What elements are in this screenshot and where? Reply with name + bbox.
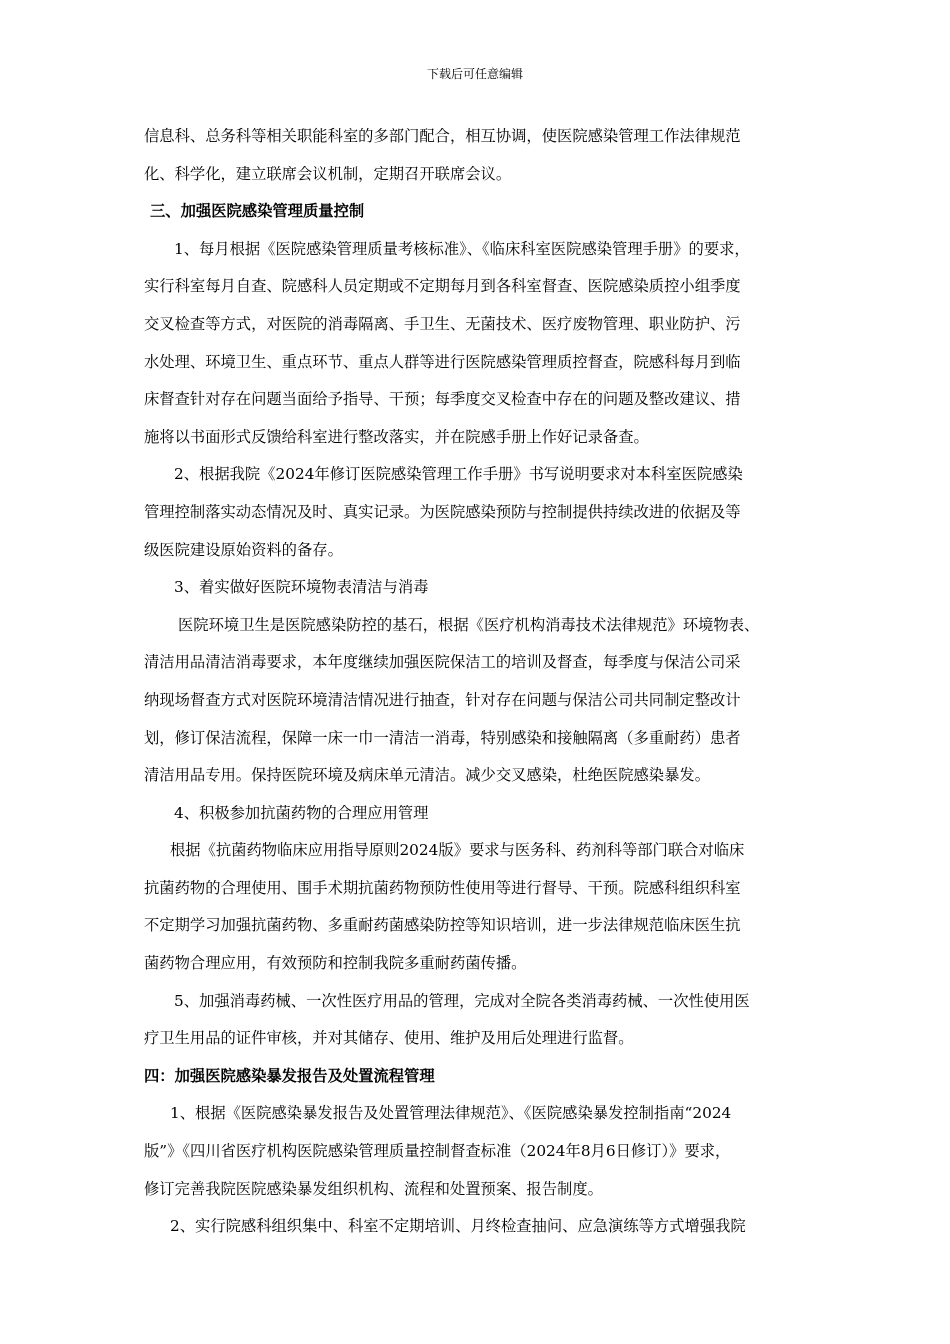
paragraph-line: 5、加强消毒药械、一次性医疗用品的管理，完成对全院各类消毒药械、一次性使用医 bbox=[174, 991, 750, 1010]
page-header: 下载后可任意编辑 bbox=[426, 67, 523, 81]
paragraph-line: 信息科、总务科等相关职能科室的多部门配合，相互协调，使医院感染管理工作法律规范 bbox=[144, 127, 741, 145]
paragraph-line: 清洁用品清洁消毒要求，本年度继续加强医院保洁工的培训及督查，每季度与保洁公司采 bbox=[144, 653, 741, 672]
paragraph-line: 管理控制落实动态情况及时、真实记录。为医院感染预防与控制提供持续改进的依据及等 bbox=[144, 502, 741, 521]
paragraph-line: 不定期学习加强抗菌药物、多重耐药菌感染防控等知识培训，进一步法律规范临床医生抗 bbox=[144, 916, 741, 935]
section-heading: 四：加强医院感染暴发报告及处置流程管理 bbox=[144, 1066, 435, 1085]
paragraph-line: 水处理、环境卫生、重点环节、重点人群等进行医院感染管理质控督查，院感科每月到临 bbox=[144, 352, 741, 371]
paragraph-line: 交叉检查等方式，对医院的消毒隔离、手卫生、无菌技术、医疗废物管理、职业防护、污 bbox=[144, 314, 741, 333]
paragraph-line: 施将以书面形式反馈给科室进行整改落实，并在院感手册上作好记录备查。 bbox=[144, 427, 649, 446]
paragraph-line: 3、着实做好医院环境物表清洁与消毒 bbox=[174, 578, 429, 597]
paragraph-line: 疗卫生用品的证件审核，并对其储存、使用、维护及用后处理进行监督。 bbox=[144, 1029, 634, 1048]
paragraph-line: 修订完善我院医院感染暴发组织机构、流程和处置预案、报告制度。 bbox=[144, 1179, 603, 1198]
paragraph-line: 2、根据我院《2024年修订医院感染管理工作手册》书写说明要求对本科室医院感染 bbox=[174, 465, 743, 484]
paragraph-line: 实行科室每月自查、院感科人员定期或不定期每月到各科室督查、医院感染质控小组季度 bbox=[144, 277, 741, 296]
paragraph-line: 2、实行院感科组织集中、科室不定期培训、月终检查抽问、应急演练等方式增强我院 bbox=[170, 1217, 746, 1236]
paragraph-line: 医院环境卫生是医院感染防控的基石，根据《医疗机构消毒技术法律规范》环境物表、 bbox=[178, 615, 760, 634]
paragraph-line: 菌药物合理应用，有效预防和控制我院多重耐药菌传播。 bbox=[144, 954, 527, 973]
paragraph-line: 划，修订保洁流程，保障一床一巾一清洁一消毒，特别感染和接触隔离（多重耐药）患者 bbox=[144, 728, 741, 747]
paragraph-line: 1、根据《医院感染暴发报告及处置管理法律规范》、《医院感染暴发控制指南“2024 bbox=[170, 1104, 732, 1123]
paragraph-line: 1、每月根据《医院感染管理质量考核标准》、《临床科室医院感染管理手册》的要求， bbox=[174, 239, 750, 258]
paragraph-line: 抗菌药物的合理使用、围手术期抗菌药物预防性使用等进行督导、干预。院感科组织科室 bbox=[144, 878, 741, 897]
paragraph-line: 版”》《四川省医疗机构医院感染管理质量控制督查标准（2024年8月6日修订）》要求， bbox=[144, 1142, 731, 1161]
paragraph-line: 清洁用品专用。保持医院环境及病床单元清洁。减少交叉感染，杜绝医院感染暴发。 bbox=[144, 766, 710, 785]
paragraph-line: 根据《抗菌药物临床应用指导原则2024版》要求与医务科、药剂科等部门联合对临床 bbox=[170, 841, 745, 860]
paragraph-line: 床督查针对存在问题当面给予指导、干预；每季度交叉检查中存在的问题及整改建议、措 bbox=[144, 390, 741, 409]
paragraph-line: 纳现场督查方式对医院环境清洁情况进行抽查，针对存在问题与保洁公司共同制定整改计 bbox=[144, 690, 741, 709]
paragraph-line: 化、科学化，建立联席会议机制，定期召开联席会议。 bbox=[144, 164, 512, 183]
document-body bbox=[144, 118, 824, 1246]
paragraph-line: 级医院建设原始资料的备存。 bbox=[144, 540, 343, 559]
section-heading: 三、加强医院感染管理质量控制 bbox=[150, 202, 365, 221]
paragraph-line: 4、积极参加抗菌药物的合理应用管理 bbox=[174, 803, 429, 822]
